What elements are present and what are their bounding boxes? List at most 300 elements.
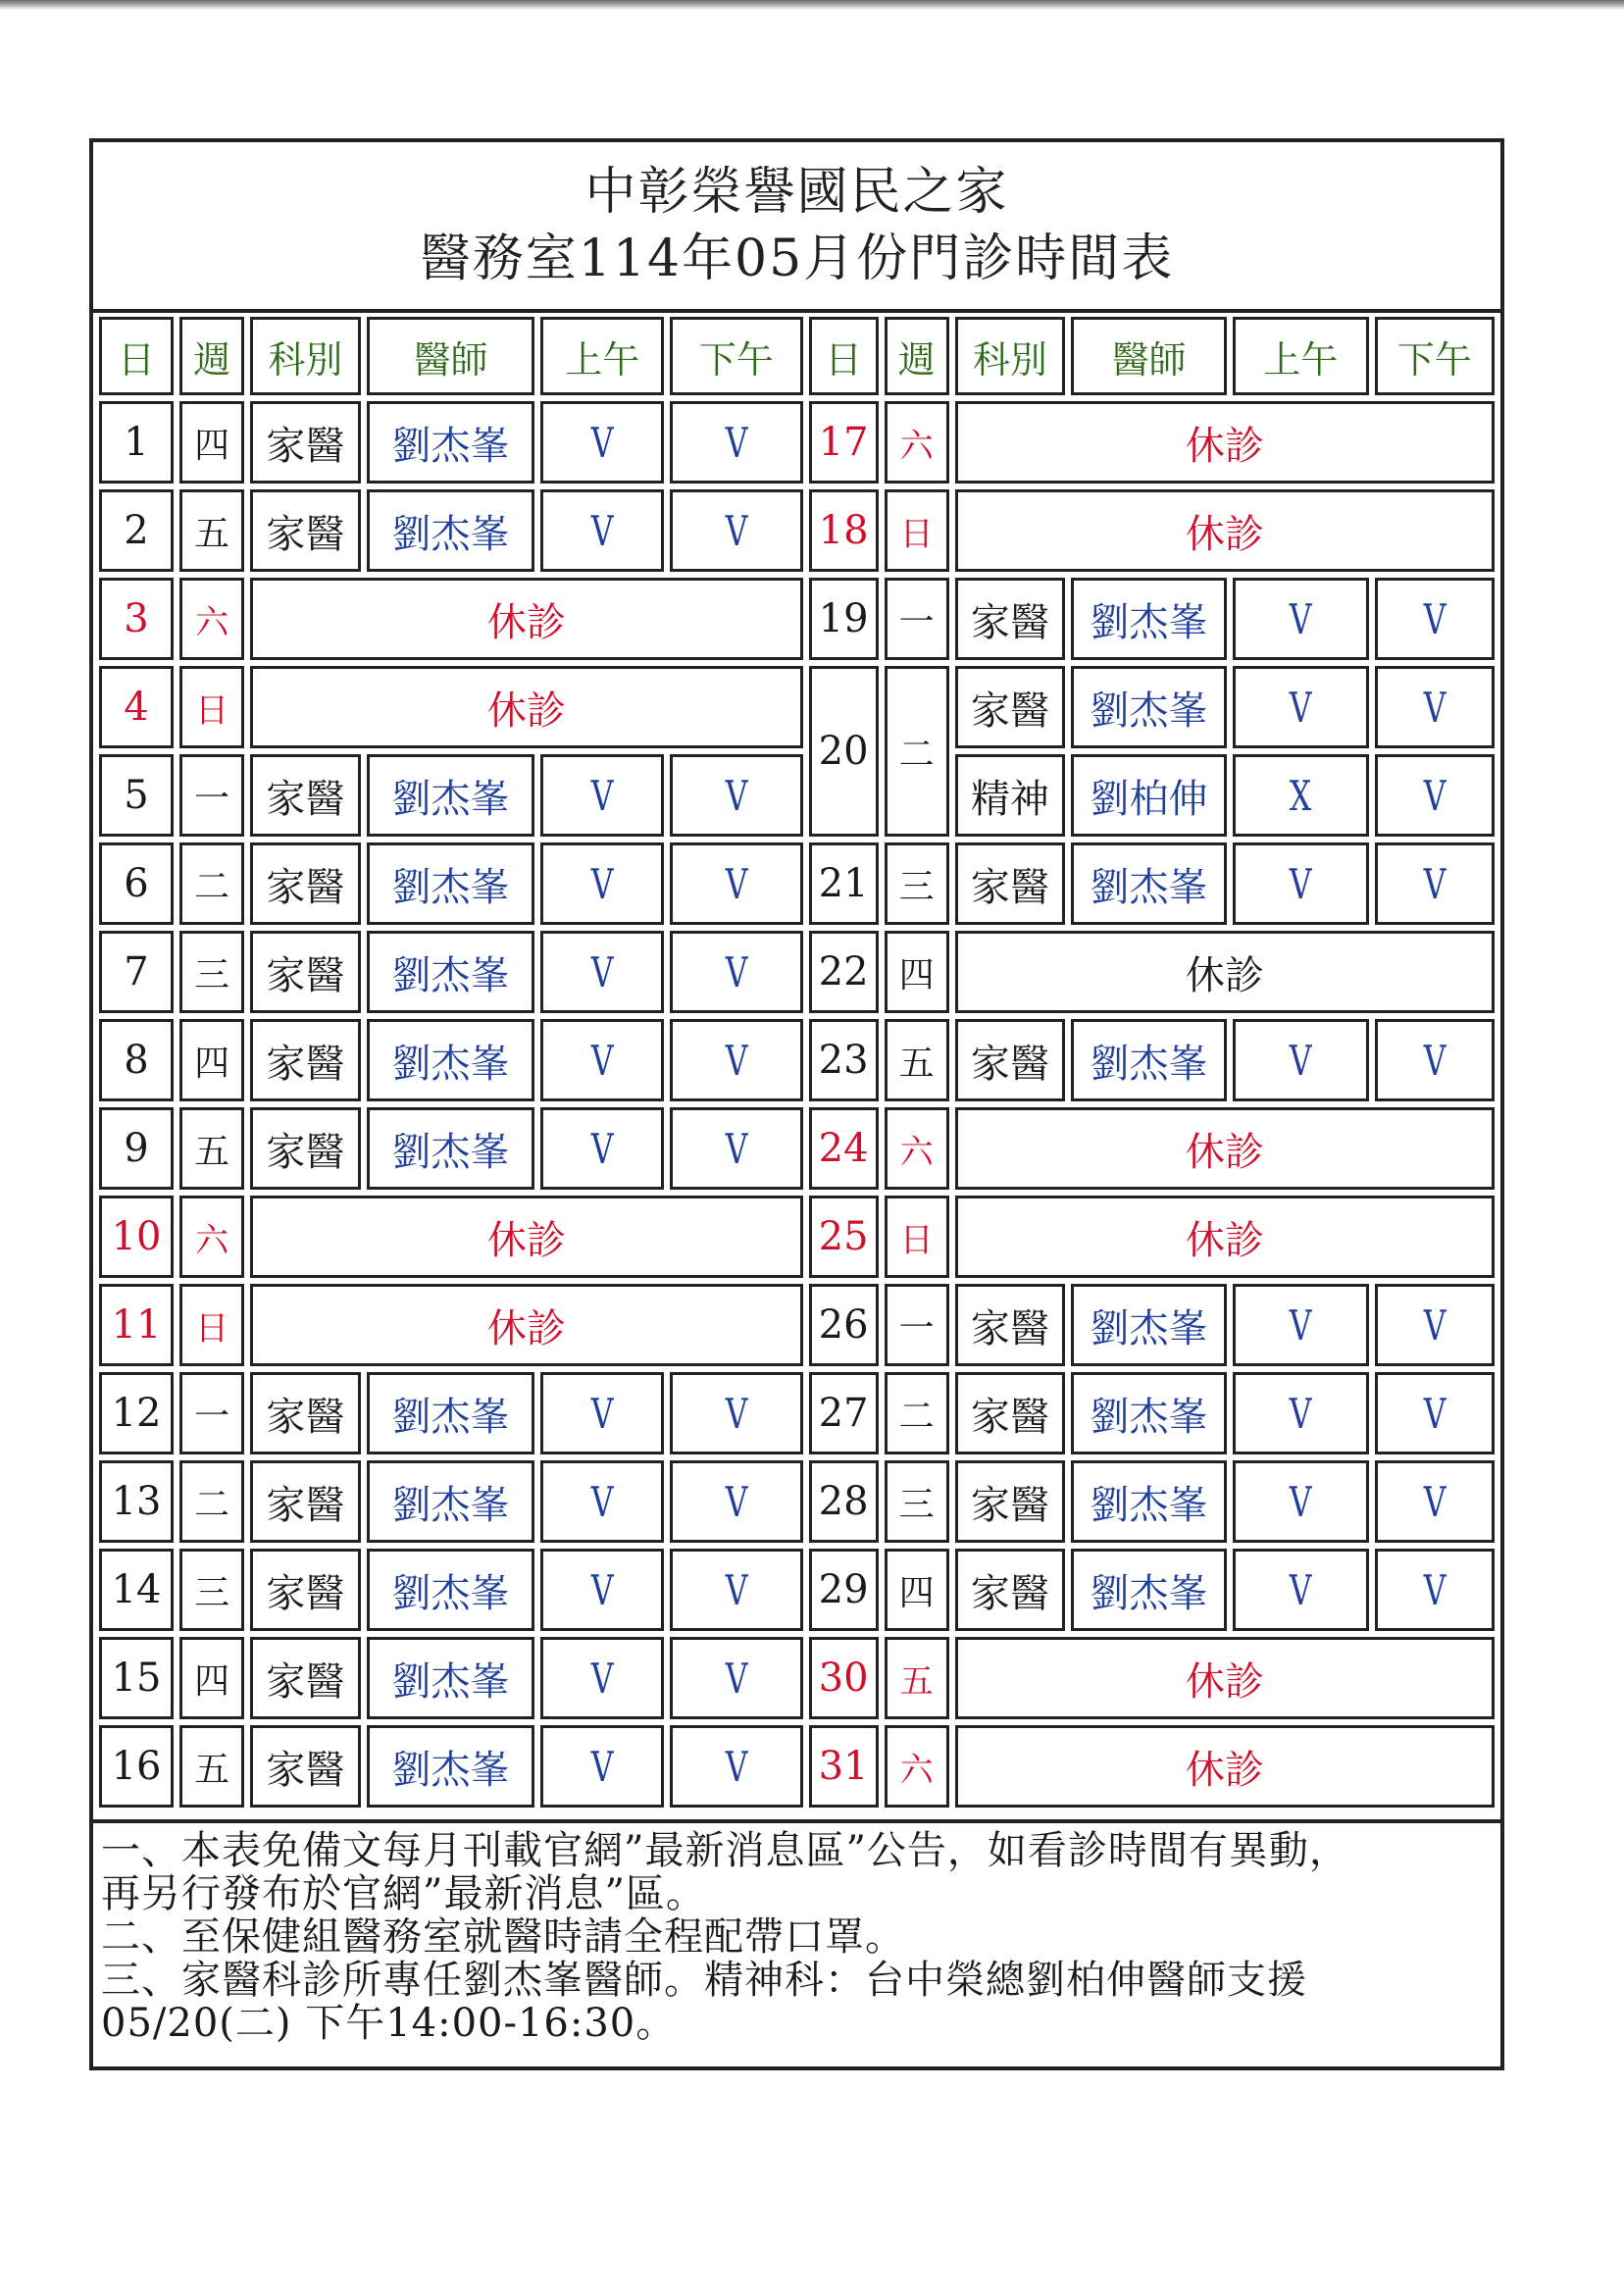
doctor-cell [367,1549,535,1631]
weekday-cell-text: 六 [195,1220,229,1260]
day-cell-text: 17 [818,420,869,465]
weekday-cell [885,666,949,837]
day-cell-text: 14 [111,1567,162,1612]
doctor-cell-text: 劉杰峯 [1090,1394,1208,1440]
weekday-cell-text: 四 [898,1572,935,1613]
schedule-sheet [89,138,1504,2070]
weekday-cell-text: 一 [194,1396,230,1437]
dept-cell-text: 家醫 [266,776,345,822]
dept-cell-text: 家醫 [970,1041,1049,1087]
dept-cell-text: 家醫 [266,864,345,910]
schedule-row [99,1549,1495,1631]
pm-cell-text: V [1423,1300,1446,1350]
weekday-cell [179,931,244,1013]
day-cell [99,754,174,837]
weekday-cell-text: 二 [194,1484,230,1525]
header-doctor: 醫師 [1071,317,1227,395]
dept-cell [955,1460,1065,1543]
am-cell [1233,1019,1369,1101]
am-cell-text: V [590,947,614,996]
schedule-row [99,1725,1495,1808]
day-cell [809,1725,879,1808]
day-cell [99,1725,174,1808]
closed-cell-text: 休診 [1185,952,1264,998]
weekday-cell [179,1549,244,1631]
day-cell [99,842,174,925]
doctor-cell-text: 劉杰峯 [1090,1305,1208,1351]
dept-cell-text: 家醫 [266,1747,345,1793]
am-cell-text: V [1289,594,1312,643]
am-cell-text: V [1289,1389,1312,1438]
header-week: 週 [885,317,949,395]
weekday-cell-text: 二 [898,1396,935,1437]
day-cell-text: 2 [124,508,149,553]
weekday-cell-text: 六 [899,426,934,466]
pm-cell [670,489,803,572]
day-cell-text: 13 [111,1479,162,1524]
pm-cell [1375,842,1495,925]
weekday-cell [885,401,949,484]
am-cell-text: V [1289,1300,1312,1350]
dept-cell-text: 家醫 [266,1570,345,1616]
schedule-table [93,311,1500,1813]
doctor-cell-text: 劉杰峯 [391,1747,510,1793]
dept-cell [250,401,360,484]
day-cell [809,1196,879,1278]
schedule-row [99,1637,1495,1719]
closed-cell-text: 休診 [486,688,566,734]
weekday-cell [179,1460,244,1543]
day-cell [809,578,879,660]
day-cell-text: 9 [124,1126,149,1171]
day-cell-text: 20 [818,729,869,774]
doctor-cell [1071,578,1227,660]
schedule-row [99,1284,1495,1366]
am-cell [540,754,664,837]
day-cell-text: 22 [818,949,869,994]
day-cell-text: 5 [124,773,149,818]
schedule-row [99,931,1495,1013]
am-cell [540,1460,664,1543]
doctor-cell-text: 劉杰峯 [391,1570,510,1616]
note-line: 05/20(二) 下午14:00-16:30。 [101,2001,677,2046]
closed-cell [250,1284,802,1366]
pm-cell [670,1725,803,1808]
weekday-cell-text: 日 [899,1220,934,1260]
closed-cell [955,489,1495,572]
closed-cell [955,401,1495,484]
weekday-cell-text: 六 [195,602,229,642]
dept-cell-text: 家醫 [266,952,345,998]
dept-cell [955,754,1065,837]
closed-cell-text: 休診 [486,1217,566,1263]
am-cell [1233,1284,1369,1366]
pm-cell-text: V [725,771,748,820]
header-row [99,317,1495,395]
weekday-cell [179,666,244,748]
day-cell-text: 11 [111,1302,162,1348]
day-cell-text: 7 [124,949,149,994]
dept-cell [955,666,1065,748]
day-cell-text: 24 [818,1126,869,1171]
pm-cell [1375,1284,1495,1366]
weekday-cell-text: 六 [899,1132,934,1172]
weekday-cell [179,1107,244,1190]
header-pm: 下午 [670,317,803,395]
weekday-cell [885,931,949,1013]
weekday-cell-text: 五 [194,513,230,554]
weekday-cell [885,1284,949,1366]
doctor-cell-text: 劉杰峯 [1090,1570,1208,1616]
day-cell [99,1019,174,1101]
pm-cell-text: V [725,1654,748,1703]
doctor-cell [367,1372,535,1454]
am-cell [540,1019,664,1101]
pm-cell [670,1460,803,1543]
schedule-row [99,1372,1495,1454]
doctor-cell-text: 劉杰峯 [391,1041,510,1087]
day-cell [99,1637,174,1719]
dept-cell-text: 家醫 [970,688,1049,734]
header-am: 上午 [540,317,664,395]
weekday-cell [885,1372,949,1454]
weekday-cell-text: 三 [898,1484,935,1525]
dept-cell [955,578,1065,660]
notes-block [93,1819,1500,2066]
weekday-cell [179,1284,244,1366]
dept-cell [250,1725,360,1808]
day-cell [99,578,174,660]
day-cell [809,401,879,484]
doctor-cell [367,489,535,572]
dept-cell-text: 家醫 [970,864,1049,910]
closed-cell-text: 休診 [1185,1217,1264,1263]
am-cell [540,1637,664,1719]
day-cell-text: 30 [818,1656,869,1701]
day-cell [99,401,174,484]
weekday-cell-text: 四 [194,425,230,466]
header-dept: 科別 [250,317,360,395]
am-cell-text: V [590,1742,614,1791]
doctor-cell [367,1460,535,1543]
closed-cell [250,578,802,660]
closed-cell-text: 休診 [1185,423,1264,469]
schedule-row [99,1460,1495,1543]
dept-cell-text: 家醫 [266,1658,345,1705]
pm-cell [1375,1019,1495,1101]
am-cell-text: V [590,1565,614,1614]
closed-cell-text: 休診 [1185,1747,1264,1793]
pm-cell [670,1549,803,1631]
doctor-cell [1071,1460,1227,1543]
doctor-cell [367,1019,535,1101]
am-cell-text: V [590,1654,614,1703]
am-cell-text: V [590,418,614,467]
header-week: 週 [179,317,244,395]
pm-cell [1375,1372,1495,1454]
weekday-cell [885,1460,949,1543]
pm-cell-text: V [1423,1565,1446,1614]
doctor-cell-text: 劉杰峯 [391,1394,510,1440]
day-cell-text: 1 [124,420,149,465]
weekday-cell-text: 二 [194,866,230,907]
dept-cell-text: 家醫 [266,1394,345,1440]
pm-cell-text: V [725,1389,748,1438]
day-cell [99,1284,174,1366]
closed-cell-text: 休診 [1185,1658,1264,1705]
dept-cell [250,1637,360,1719]
pm-cell-text: V [725,1124,748,1173]
am-cell [1233,1460,1369,1543]
weekday-cell-text: 五 [194,1131,230,1172]
dept-cell [955,1284,1065,1366]
day-cell [809,1107,879,1190]
dept-cell-text: 家醫 [970,599,1049,645]
doctor-cell [1071,1019,1227,1101]
weekday-cell [885,842,949,925]
pm-cell-text: V [1423,771,1446,820]
am-cell-text: V [1289,683,1312,732]
weekday-cell [179,754,244,837]
weekday-cell [179,489,244,572]
day-cell [809,666,879,837]
note-line: 二、至保健組醫務室就醫時請全程配帶口罩。 [101,1914,905,1960]
am-cell [540,842,664,925]
weekday-cell-text: 四 [194,1660,230,1702]
note-line: 再另行發布於官網”最新消息”區。 [101,1871,706,1916]
doctor-cell [1071,1284,1227,1366]
doctor-cell [367,754,535,837]
doctor-cell [1071,754,1227,837]
am-cell [540,1107,664,1190]
weekday-cell-text: 六 [899,1750,934,1790]
pm-cell [1375,666,1495,748]
day-cell-text: 19 [818,596,869,641]
day-cell-text: 12 [111,1391,162,1436]
doctor-cell [367,842,535,925]
doctor-cell-text: 劉杰峯 [1090,864,1208,910]
schedule-row [99,666,1495,748]
pm-cell [670,1372,803,1454]
pm-cell-text: V [725,1477,748,1526]
doctor-cell [367,1725,535,1808]
day-cell-text: 29 [818,1567,869,1612]
am-cell-text: V [590,859,614,908]
weekday-cell [179,401,244,484]
weekday-cell [885,1196,949,1278]
day-cell [99,1196,174,1278]
weekday-cell-text: 一 [898,1307,935,1349]
closed-cell [955,1637,1495,1719]
pm-cell [670,842,803,925]
closed-cell [955,1107,1495,1190]
day-cell [99,931,174,1013]
dept-cell-text: 家醫 [266,1041,345,1087]
schedule-row [99,1196,1495,1278]
dept-cell [955,1549,1065,1631]
weekday-cell [179,1725,244,1808]
institution-title: 中彰榮譽國民之家 [584,163,1009,222]
doctor-cell-text: 劉杰峯 [391,511,510,557]
closed-cell [955,1725,1495,1808]
weekday-cell [885,1549,949,1631]
weekday-cell-text: 日 [195,1308,229,1349]
day-cell [99,489,174,572]
doctor-cell [367,931,535,1013]
weekday-cell-text: 一 [898,601,935,642]
dept-cell-text: 家醫 [266,1482,345,1528]
pm-cell [670,754,803,837]
dept-cell-text: 家醫 [266,511,345,557]
pm-cell-text: V [1423,859,1446,908]
weekday-cell-text: 五 [898,1043,935,1084]
closed-cell [955,931,1495,1013]
day-cell [809,1637,879,1719]
am-cell [1233,842,1369,925]
doctor-cell [1071,842,1227,925]
am-cell-text: V [590,1124,614,1173]
dept-cell-text: 精神 [970,776,1049,822]
weekday-cell [179,578,244,660]
pm-cell [670,1019,803,1101]
schedule-title: 醫務室114年05月份門診時間表 [419,229,1175,288]
am-cell-text: V [590,1036,614,1085]
closed-cell [955,1196,1495,1278]
day-cell-text: 4 [124,685,149,730]
am-cell [540,931,664,1013]
pm-cell [1375,754,1495,837]
pm-cell [670,1637,803,1719]
pm-cell-text: V [725,1565,748,1614]
dept-cell-text: 家醫 [970,1394,1049,1440]
weekday-cell-text: 日 [195,690,229,731]
am-cell-text: V [1289,1565,1312,1614]
day-cell [99,1107,174,1190]
day-cell-text: 27 [818,1391,869,1436]
pm-cell [1375,1549,1495,1631]
doctor-cell-text: 劉杰峯 [391,864,510,910]
weekday-cell-text: 日 [899,514,934,554]
doctor-cell [1071,666,1227,748]
am-cell [1233,1549,1369,1631]
header-am: 上午 [1233,317,1369,395]
am-cell [1233,754,1369,837]
pm-cell-text: V [725,859,748,908]
pm-cell-text: V [725,1742,748,1791]
dept-cell [250,1019,360,1101]
doctor-cell-text: 劉杰峯 [1090,599,1208,645]
pm-cell-text: V [725,506,748,555]
weekday-cell [179,1019,244,1101]
dept-cell [250,489,360,572]
am-cell [1233,578,1369,660]
am-cell [540,1549,664,1631]
pm-cell [670,401,803,484]
doctor-cell [367,1637,535,1719]
dept-cell [250,754,360,837]
weekday-cell [179,1372,244,1454]
schedule-row [99,842,1495,925]
dept-cell [250,1372,360,1454]
doctor-cell [367,401,535,484]
dept-cell [955,842,1065,925]
weekday-cell [885,1019,949,1101]
schedule-row [99,489,1495,572]
weekday-cell-text: 三 [194,1572,230,1613]
dept-cell [955,1019,1065,1101]
day-cell [809,1460,879,1543]
weekday-cell [885,1725,949,1808]
day-cell-text: 8 [124,1038,149,1083]
schedule-row [99,401,1495,484]
doctor-cell-text: 劉杰峯 [1090,1482,1208,1528]
day-cell-text: 26 [818,1302,869,1348]
pm-cell-text: V [1423,1389,1446,1438]
doctor-cell-text: 劉杰峯 [391,776,510,822]
am-cell-text: V [1289,859,1312,908]
doctor-cell-text: 劉杰峯 [391,1129,510,1175]
weekday-cell-text: 四 [898,954,935,995]
day-cell-text: 28 [818,1479,869,1524]
am-cell [540,1725,664,1808]
day-cell-text: 10 [111,1214,162,1259]
dept-cell [250,842,360,925]
weekday-cell [885,1107,949,1190]
note-line: 一、本表免備文每月刊載官網”最新消息區”公告，如看診時間有異動， [101,1828,1349,1873]
am-cell [1233,1372,1369,1454]
day-cell [99,1372,174,1454]
am-cell-text: V [590,1389,614,1438]
closed-cell-text: 休診 [486,599,566,645]
pm-cell-text: V [1423,683,1446,732]
day-cell-text: 15 [111,1656,162,1701]
dept-cell [250,1107,360,1190]
pm-cell [1375,578,1495,660]
dept-cell [250,931,360,1013]
weekday-cell-text: 三 [898,866,935,907]
day-cell [809,1372,879,1454]
weekday-cell-text: 三 [194,954,230,995]
weekday-cell [179,842,244,925]
pm-cell-text: V [725,1036,748,1085]
schedule-row [99,578,1495,660]
scan-edge [0,0,1624,10]
doctor-cell-text: 劉柏伸 [1090,776,1208,822]
day-cell-text: 25 [818,1214,869,1259]
closed-cell [250,666,802,748]
weekday-cell [179,1637,244,1719]
am-cell-text: V [1289,1477,1312,1526]
day-cell-text: 31 [818,1744,869,1789]
day-cell [809,1284,879,1366]
day-cell [99,1549,174,1631]
pm-cell-text: V [1423,1036,1446,1085]
day-cell [809,931,879,1013]
doctor-cell [1071,1372,1227,1454]
pm-cell-text: V [725,418,748,467]
am-cell [1233,666,1369,748]
note-line: 三、家醫科診所專任劉杰峯醫師。精神科：台中榮總劉柏伸醫師支援 [101,1958,1307,2003]
header-dept: 科別 [955,317,1065,395]
dept-cell-text: 家醫 [970,1570,1049,1616]
closed-cell [250,1196,802,1278]
weekday-cell-text: 五 [899,1661,934,1702]
day-cell-text: 16 [111,1744,162,1789]
doctor-cell [1071,1549,1227,1631]
pm-cell-text: V [725,947,748,996]
schedule-row [99,754,1495,837]
weekday-cell [885,1637,949,1719]
